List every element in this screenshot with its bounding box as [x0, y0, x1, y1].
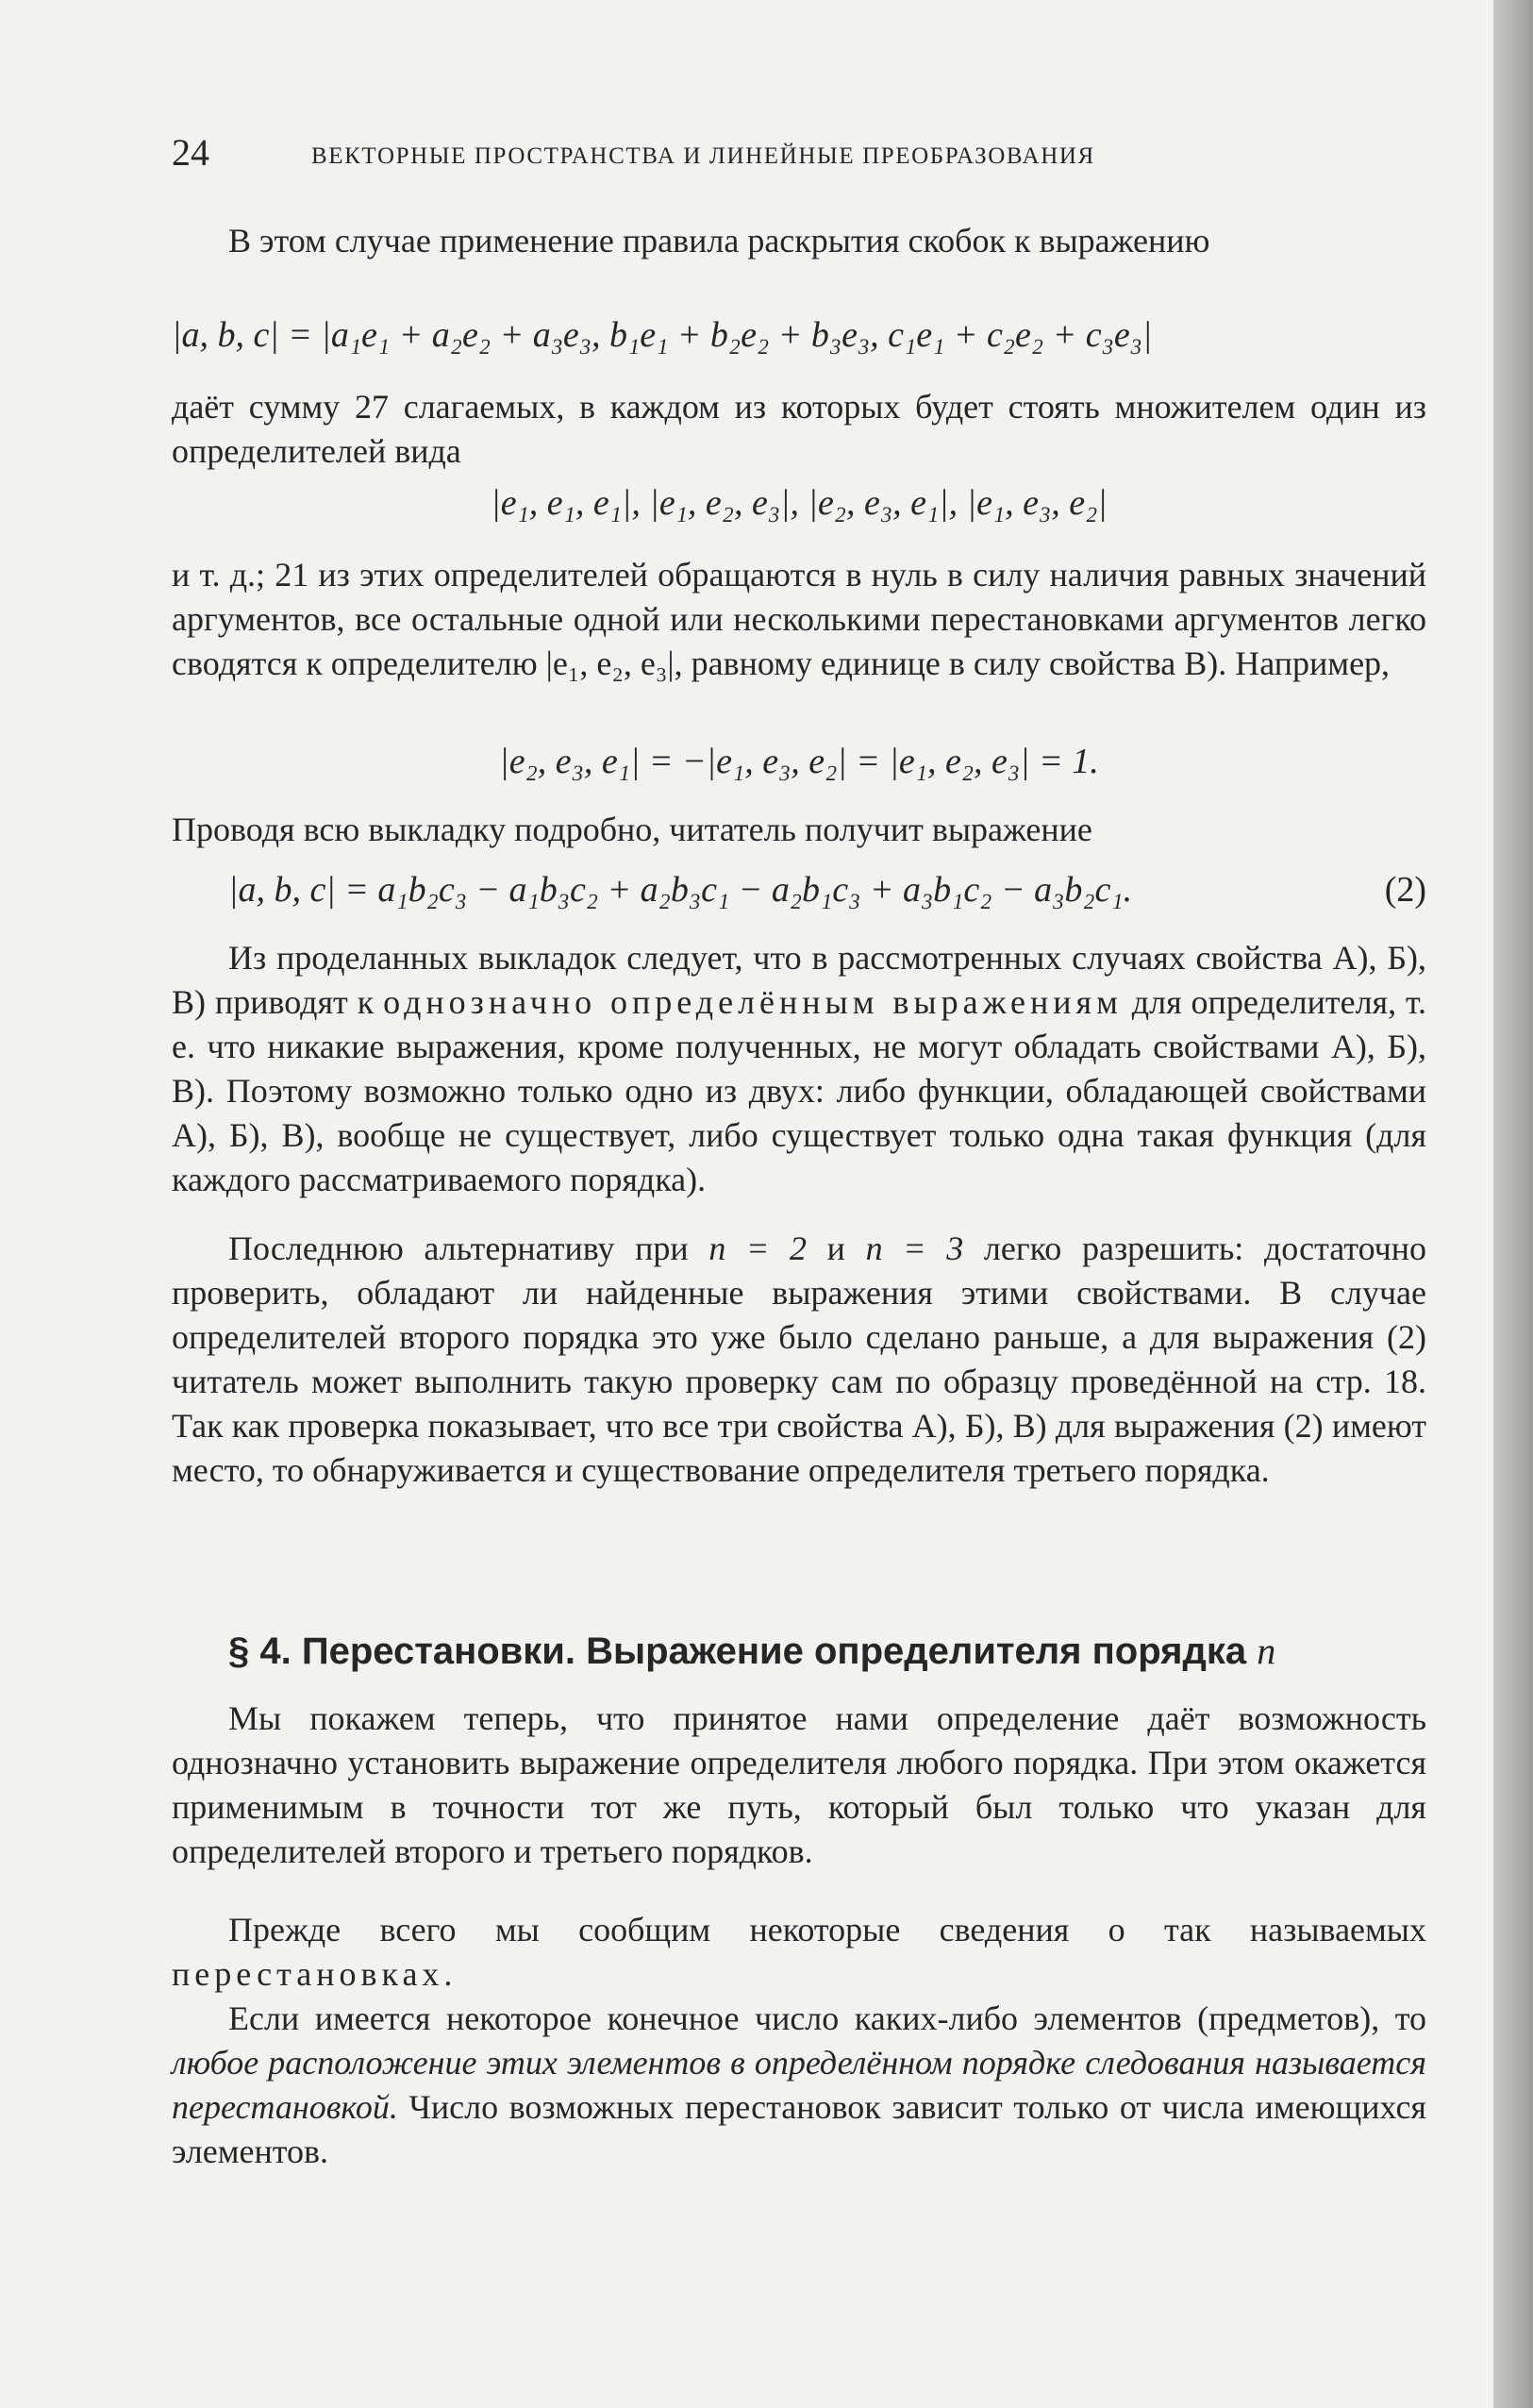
section-heading-block: [172, 1627, 1426, 1676]
section-title-variable: n: [1257, 1630, 1276, 1672]
paragraph-6-lead: Последнюю альтернативу при: [228, 1229, 689, 1267]
paragraph-2: даёт сумму 27 слагаемых, в каждом из которых будет стоять множителем один из определителей вида: [172, 388, 1426, 470]
paragraph-9-definition: любое расположение этих элементов в определённом порядке следования называется перестановкой.: [172, 2044, 1426, 2126]
paragraph-9: [172, 1997, 1426, 2174]
paragraph-derivation-block: [172, 808, 1426, 852]
paragraph-6-and: и: [826, 1229, 845, 1267]
running-title: ВЕКТОРНЫЕ ПРОСТРАНСТВА И ЛИНЕЙНЫЕ ПРЕОБРАЗОВАНИЯ: [311, 143, 1095, 169]
page-number: 24: [172, 131, 209, 174]
paragraph-definition-block: [172, 1997, 1426, 2174]
formula-expansion-block: [172, 311, 1426, 359]
formula-determinants-block: [172, 479, 1426, 527]
paragraph-permutations-block: [172, 1908, 1426, 1997]
paragraph-5-lead: Из проделанных выкладок следует, что в рассмотренных случаях свойства А), Б), В) приводят к: [172, 939, 1426, 1021]
paragraph-alternative-block: [172, 1227, 1426, 1493]
paragraph-intro: [172, 219, 1426, 263]
paragraph-5-rest: для определителя, т. е. что никакие выражения, кроме полученных, не могут обладать свойствами А), Б), В). Поэтому возможно только одно из двух: либо функции, обладающей свойствами А), Б), В), вообще не существует, либо существует только одна такая функция (для каждого рассматриваемого порядка).: [172, 983, 1427, 1198]
paragraph-8-lead: Прежде всего мы сообщим некоторые сведения о так называемых: [228, 1911, 1426, 1948]
paragraph-5-emphasis: однозначно определённым выражениям: [383, 983, 1123, 1021]
section-title-text: § 4. Перестановки. Выражение определителя порядка: [228, 1630, 1247, 1672]
formula-2-block: [172, 866, 1426, 913]
paragraph-5: [172, 936, 1426, 1202]
paragraph-8: [172, 1908, 1426, 1997]
page-edge-shadow: [1493, 0, 1533, 2408]
paragraph-zero-block: [172, 553, 1426, 686]
formula-expansion: |a, b, c| = |a₁e₁ + a₂e₂ + a₃e₃, b₁e₁ + b₂e₂ + b₃e₃, c₁e₁ + c₂e₂ + c₃e₃|: [172, 315, 1153, 355]
paragraph-6-n3: n = 3: [865, 1229, 964, 1267]
paragraph-1: В этом случае применение правила раскрытия скобок к выражению: [228, 222, 1210, 259]
paragraph-intro-4-block: [172, 1697, 1426, 1874]
equation-number: (2): [1384, 870, 1426, 910]
section-title: [172, 1627, 1426, 1676]
page-header: [172, 130, 1426, 187]
paragraph-8-emphasis: перестановках.: [172, 1955, 458, 1993]
formula-2: [172, 866, 1426, 913]
paragraph-sum-block: [172, 385, 1426, 474]
paragraph-4: Проводя всю выкладку подробно, читатель получит выражение: [172, 811, 1092, 848]
paragraph-uniqueness-block: [172, 936, 1426, 1202]
paragraph-6-n2: n = 2: [708, 1229, 807, 1267]
formula-2-body: |a, b, c| = a₁b₂c₃ − a₁b₃c₂ + a₂b₃c₁ − a₂b₁c₃ + a₃b₁c₂ − a₃b₂c₁.: [228, 870, 1133, 910]
paragraph-6-rest: легко разрешить: достаточно проверить, обладают ли найденные выражения этими свойствами. В случае определителей второго порядка это уже было сделано раньше, а для выражения (2) читатель может выполнить такую проверку сам по образцу проведённой на стр. 18. Так как проверка показывает, что все три свойства А), Б), В) для выражения (2) имеют место, то обнаруживается и существование определителя третьего порядка.: [172, 1229, 1427, 1489]
paragraph-7: Мы покажем теперь, что принятое нами определение даёт возможность однозначно установить выражение определителя любого порядка. При этом окажется применимым в точности тот же путь, который был только что указан для определителей второго и третьего порядков.: [172, 1699, 1426, 1870]
formula-example: |e₂, e₃, e₁| = −|e₁, e₃, e₂| = |e₁, e₂, e₃| = 1.: [499, 742, 1099, 781]
formula-determinants: |e₁, e₁, e₁|, |e₁, e₂, e₃|, |e₂, e₃, e₁|, |e₁, e₃, e₂|: [491, 483, 1108, 523]
paragraph-9-lead: Если имеется некоторое конечное число каких-либо элементов (предметов), то: [228, 1999, 1426, 2037]
paragraph-9-rest: Число возможных перестановок зависит только от числа имеющихся элементов.: [172, 2088, 1426, 2170]
paragraph-3: и т. д.; 21 из этих определителей обращаются в нуль в силу наличия равных значений аргументов, все остальные одной или несколькими перестановками аргументов легко сводятся к определителю |e₁, e₂, e₃|, равному единице в силу свойства В). Например,: [172, 556, 1426, 682]
paragraph-6: [172, 1227, 1426, 1493]
formula-example-block: [172, 738, 1426, 785]
